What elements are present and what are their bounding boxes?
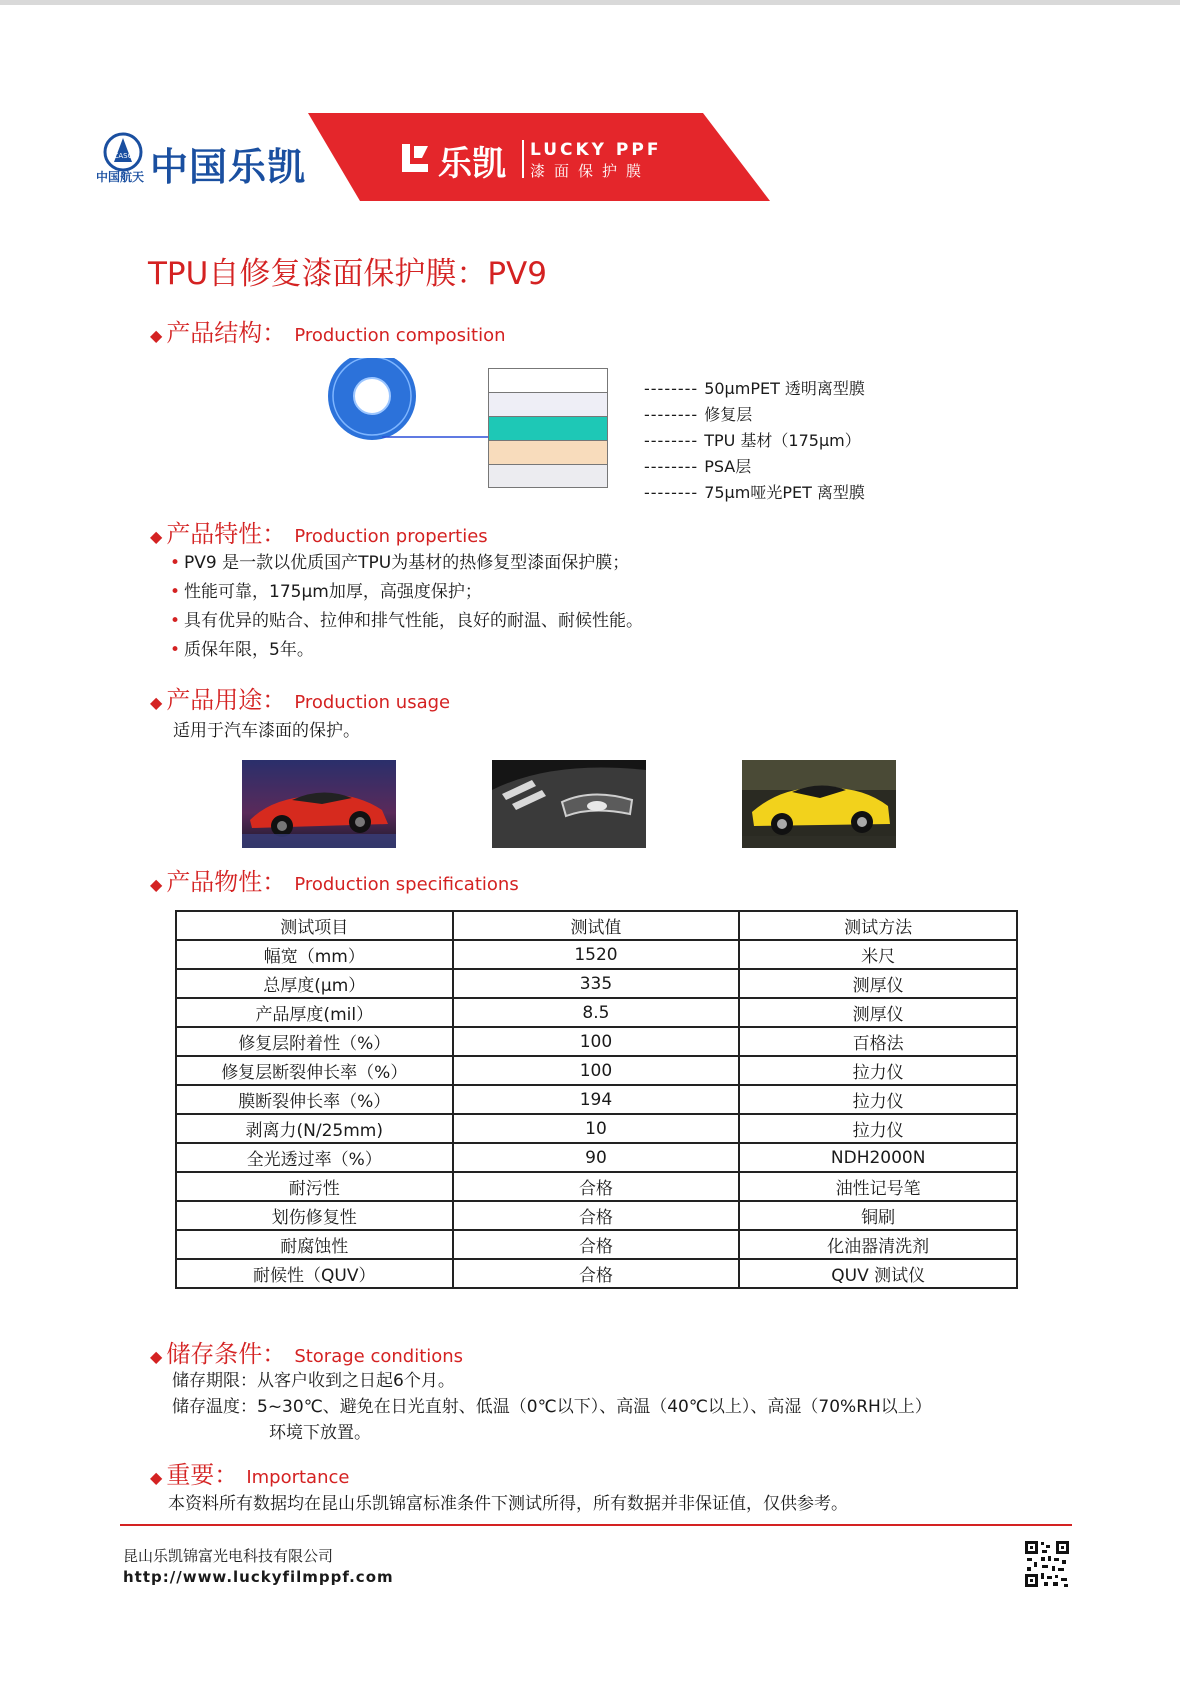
diamond-bullet-icon: ◆ xyxy=(150,693,163,712)
layer-psa xyxy=(488,440,608,464)
brand-name: 中国乐凯 xyxy=(150,145,307,189)
storage-heading: ◆ 储存条件： Storage conditions xyxy=(150,1340,464,1368)
table-cell: NDH2000N xyxy=(739,1143,1017,1172)
layer-stack xyxy=(488,368,608,488)
table-cell: 335 xyxy=(453,969,740,998)
table-cell: 100 xyxy=(453,1027,740,1056)
layer-repair xyxy=(488,392,608,416)
table-cell: 总厚度(μm） xyxy=(176,969,453,998)
table-cell: 合格 xyxy=(453,1172,740,1201)
banner-brand-cn: 乐凯 xyxy=(438,144,506,184)
table-row xyxy=(176,1259,1017,1288)
table-row xyxy=(176,1143,1017,1172)
dark-car-headlight-image xyxy=(492,760,646,848)
properties-heading: ◆ 产品特性： Production properties xyxy=(150,520,488,548)
layer-pet-liner xyxy=(488,368,608,392)
banner-brand-en: LUCKY PPF xyxy=(530,140,662,160)
table-cell: QUV 测试仪 xyxy=(739,1259,1017,1288)
table-cell: 剥离力(N/25mm) xyxy=(176,1114,453,1143)
spec-table xyxy=(175,910,1018,1289)
diamond-bullet-icon: ◆ xyxy=(150,1347,163,1366)
table-row xyxy=(176,1201,1017,1230)
column-header: 测试值 xyxy=(453,911,740,940)
table-row xyxy=(176,1114,1017,1143)
table-cell: 拉力仪 xyxy=(739,1056,1017,1085)
layer-labels xyxy=(644,376,865,506)
layer-matte-pet xyxy=(488,464,608,488)
table-cell: 8.5 xyxy=(453,998,740,1027)
table-row xyxy=(176,940,1017,969)
banner-divider xyxy=(522,140,524,178)
table-header-row xyxy=(176,911,1017,940)
table-cell: 膜断裂伸长率（%） xyxy=(176,1085,453,1114)
diamond-bullet-icon: ◆ xyxy=(150,875,163,894)
table-cell: 修复层断裂伸长率（%） xyxy=(176,1056,453,1085)
yellow-sports-car-image xyxy=(742,760,896,848)
table-cell: 合格 xyxy=(453,1201,740,1230)
table-cell: 化油器清洗剂 xyxy=(739,1230,1017,1259)
svg-text:CASC: CASC xyxy=(113,152,133,160)
table-cell: 修复层附着性（%） xyxy=(176,1027,453,1056)
top-border xyxy=(0,0,1180,5)
table-cell: 测厚仪 xyxy=(739,998,1017,1027)
table-cell: 耐候性（QUV） xyxy=(176,1259,453,1288)
usage-text: 适用于汽车漆面的保护。 xyxy=(173,721,360,741)
table-row xyxy=(176,1056,1017,1085)
layer-label: -------- PSA层 xyxy=(644,457,752,476)
table-cell: 合格 xyxy=(453,1230,740,1259)
diamond-bullet-icon: ◆ xyxy=(150,326,163,345)
important-heading: ◆ 重要： Importance xyxy=(150,1461,350,1489)
composition-heading: ◆ 产品结构： Production composition xyxy=(150,319,506,347)
storage-line: 储存期限：从客户收到之日起6个月。 xyxy=(172,1371,455,1391)
table-cell: 幅宽（mm） xyxy=(176,940,453,969)
table-row xyxy=(176,969,1017,998)
table-cell: 油性记号笔 xyxy=(739,1172,1017,1201)
table-cell: 耐腐蚀性 xyxy=(176,1230,453,1259)
table-cell: 100 xyxy=(453,1056,740,1085)
specs-heading: ◆ 产品物性： Production specifications xyxy=(150,868,519,896)
table-cell: 测厚仪 xyxy=(739,969,1017,998)
storage-text xyxy=(172,1368,932,1446)
table-cell: 产品厚度(mil） xyxy=(176,998,453,1027)
table-cell: 全光透过率（%） xyxy=(176,1143,453,1172)
layer-label: -------- 50μmPET 透明离型膜 xyxy=(644,379,865,398)
company-name: 昆山乐凯锦富光电科技有限公司 xyxy=(123,1547,334,1565)
list-item: • 性能可靠，175μm加厚，高强度保护； xyxy=(170,582,482,602)
column-header: 测试方法 xyxy=(739,911,1017,940)
table-cell: 拉力仪 xyxy=(739,1085,1017,1114)
red-sports-car-image xyxy=(242,760,396,848)
table-cell: 10 xyxy=(453,1114,740,1143)
table-cell: 划伤修复性 xyxy=(176,1201,453,1230)
layer-label: -------- 修复层 xyxy=(644,405,753,424)
layer-label: -------- TPU 基材（175μm） xyxy=(644,431,861,450)
table-cell: 耐污性 xyxy=(176,1172,453,1201)
table-row xyxy=(176,1230,1017,1259)
qr-code-icon xyxy=(1024,1540,1070,1588)
important-text: 本资料所有数据均在昆山乐凯锦富标准条件下测试所得，所有数据并非保证值，仅供参考。 xyxy=(168,1494,848,1514)
table-cell: 合格 xyxy=(453,1259,740,1288)
table-cell: 1520 xyxy=(453,940,740,969)
layer-label: -------- 75μm哑光PET 离型膜 xyxy=(644,483,865,502)
storage-line: 环境下放置。 xyxy=(269,1423,371,1443)
footer-divider xyxy=(120,1524,1072,1526)
banner-subtitle: 漆面保护膜 xyxy=(530,162,651,180)
table-cell: 百格法 xyxy=(739,1027,1017,1056)
film-roll-icon xyxy=(322,358,492,442)
diamond-bullet-icon: ◆ xyxy=(150,1468,163,1487)
table-row xyxy=(176,998,1017,1027)
table-cell: 铜刷 xyxy=(739,1201,1017,1230)
diamond-bullet-icon: ◆ xyxy=(150,527,163,546)
page-title: TPU自修复漆面保护膜：PV9 xyxy=(148,256,547,292)
table-cell: 194 xyxy=(453,1085,740,1114)
table-cell: 拉力仪 xyxy=(739,1114,1017,1143)
usage-heading: ◆ 产品用途： Production usage xyxy=(150,686,451,714)
list-item: • PV9 是一款以优质国产TPU为基材的热修复型漆面保护膜； xyxy=(170,553,630,573)
properties-list xyxy=(170,549,643,665)
table-row xyxy=(176,1172,1017,1201)
cas-text: 中国航天 xyxy=(96,170,145,184)
lucky-logo-icon xyxy=(398,140,434,176)
list-item: • 具有优异的贴合、拉伸和排气性能，良好的耐温、耐候性能。 xyxy=(170,611,644,631)
column-header: 测试项目 xyxy=(176,911,453,940)
website-link[interactable]: http://www.luckyfilmppf.com xyxy=(123,1568,394,1586)
table-cell: 90 xyxy=(453,1143,740,1172)
storage-line: 储存温度：5~30℃、避免在日光直射、低温（0℃以下）、高温（40℃以上）、高湿（70%RH以上） xyxy=(172,1397,932,1417)
table-cell: 米尺 xyxy=(739,940,1017,969)
list-item: • 质保年限，5年。 xyxy=(170,640,314,660)
table-row xyxy=(176,1027,1017,1056)
table-row xyxy=(176,1085,1017,1114)
layer-tpu xyxy=(488,416,608,440)
